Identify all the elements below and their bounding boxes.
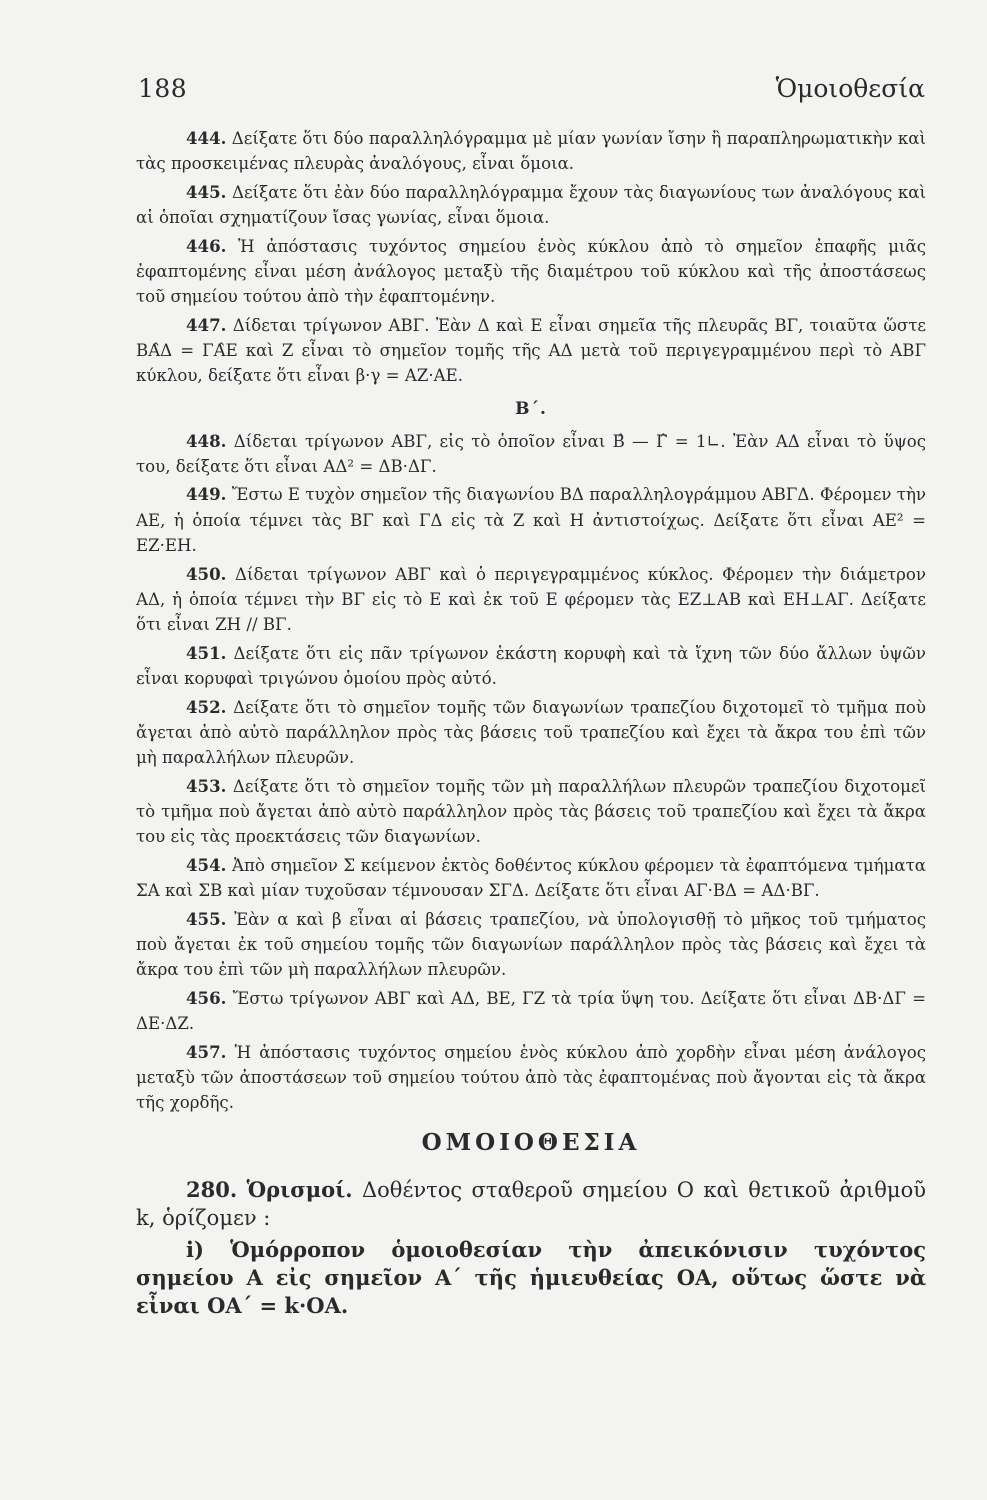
chapter-title: ΟΜΟΙΟΘΕΣΙΑ [421,1129,641,1157]
exercise-number: 447. [186,314,227,335]
exercise-450 [136,562,926,638]
exercise-445 [136,180,926,230]
exercise-text: Δείξατε ὅτι δύο παραλληλόγραμμα μὲ μίαν γωνίαν ἴσην ἢ παραπληρωματικὴν καὶ τὰς προσκειμένας πλευρὰς ἀναλόγους, εἶναι ὅμοια. [136,129,926,174]
definition-heading: Ὁρισμοί. [246,1177,353,1203]
exercise-text: Ἔστω τρίγωνον ΑΒΓ καὶ ΑΔ, ΒΕ, ΓΖ τὰ τρία ὕψη του. Δείξατε ὅτι εἶναι ΔΒ·ΔΓ = ΔΕ·ΔΖ. [136,988,926,1033]
exercise-454 [136,853,926,903]
exercise-451 [136,641,926,691]
running-header: Ὁμοιοθεσία [775,74,925,103]
definition-text: Δοθέντος σταθεροῦ σημείου Ο καὶ θετικοῦ ἀριθμοῦ k, ὁρίζομεν : [136,1178,926,1231]
exercise-number: 448. [186,430,227,451]
exercise-text: Δείξατε ὅτι εἰς πᾶν τρίγωνον ἑκάστη κορυφὴ καὶ τὰ ἴχνη τῶν δύο ἄλλων ὑψῶν εἶναι κορυφαὶ τριγώνου ὁμοίου πρὸς αὐτό. [136,643,926,688]
definition-280 [136,1176,926,1232]
exercise-number: 456. [186,987,227,1008]
exercise-number: 452. [186,696,227,717]
section-heading-b: Β΄. [515,398,547,419]
exercise-448 [136,429,926,479]
definition-item-i: i) Ὁμόρροπον ὁμοιοθεσίαν τὴν ἀπεικόνισιν τυχόντος σημείου Α εἰς σημεῖον Α΄ τῆς ἡμιευθείας ΟΑ, οὕτως ὥστε νὰ εἶναι ΟΑ΄ = k·ΟΑ. [136,1237,926,1319]
exercise-number: 453. [186,775,227,796]
page-body [136,126,926,1320]
exercise-number: 455. [186,908,227,929]
exercise-452 [136,695,926,771]
exercise-456 [136,986,926,1036]
page-number: 188 [138,74,188,103]
exercise-number: 451. [186,642,227,663]
exercise-446 [136,234,926,310]
exercise-number: 457. [186,1041,227,1062]
exercise-444 [136,126,926,176]
exercise-text: Δείξατε ὅτι ἐὰν δύο παραλληλόγραμμα ἔχουν τὰς διαγωνίους των ἀναλόγους καὶ αἱ ὁποῖαι σχηματίζουν ἴσας γωνίας, εἶναι ὅμοια. [136,182,926,228]
exercise-text: Δείξατε ὅτι τὸ σημεῖον τομῆς τῶν μὴ παραλλήλων πλευρῶν τραπεζίου διχοτομεῖ τὸ τμῆμα ποὺ ἄγεται ἀπὸ αὐτὸ παράλληλον πρὸς τὰς βάσεις τοῦ τραπεζίου καὶ ἔχει τὰ ἄκρα του εἰς τὰς προεκτάσεις τῶν διαγωνίων. [136,776,926,847]
exercise-447 [136,313,926,389]
exercise-text: Ἀπὸ σημεῖον Σ κείμενον ἐκτὸς δοθέντος κύκλου φέρομεν τὰ ἐφαπτόμενα τμήματα ΣΑ καὶ ΣΒ καὶ μίαν τυχοῦσαν τέμνουσαν ΣΓΔ. Δείξατε ὅτι εἶναι ΑΓ·ΒΔ = ΑΔ·ΒΓ. [136,855,926,900]
exercise-text: Δείξατε ὅτι τὸ σημεῖον τομῆς τῶν διαγωνίων τραπεζίου διχοτομεῖ τὸ τμῆμα ποὺ ἄγεται ἀπὸ αὐτὸ παράλληλον πρὸς τὰς βάσεις τοῦ τραπεζίου καὶ ἔχει τὰ ἄκρα του ἐπὶ τῶν μὴ παραλλήλων πλευρῶν. [136,697,926,767]
exercise-number: 444. [186,128,227,148]
exercise-number: 454. [186,854,227,875]
exercise-number: 449. [186,484,227,505]
exercise-text: Δίδεται τρίγωνον ΑΒΓ. Ἐὰν Δ καὶ Ε εἶναι σημεῖα τῆς πλευρᾶς ΒΓ, τοιαῦτα ὥστε ΒΑ̂Δ = ΓΑ̂Ε καὶ Ζ εἶναι τὸ σημεῖον τομῆς τῆς ΑΔ μετὰ τοῦ περιγεγραμμένου περὶ τὸ ΑΒΓ κύκλου, δείξατε ὅτι εἶναι β·γ = ΑΖ·ΑΕ. [136,315,926,386]
exercise-457 [136,1040,926,1116]
exercise-text: Ἡ ἀπόστασις τυχόντος σημείου ἑνὸς κύκλου ἀπὸ τὸ σημεῖον ἐπαφῆς μιᾶς ἐφαπτομένης εἶναι μέση ἀνάλογος μεταξὺ τῆς διαμέτρου τοῦ κύκλου καὶ τῆς ἀποστάσεως τοῦ σημείου τούτου ἀπὸ τὴν ἐφαπτομένην. [136,236,926,307]
exercise-text: Ἡ ἀπόστασις τυχόντος σημείου ἑνὸς κύκλου ἀπὸ χορδὴν εἶναι μέση ἀνάλογος μεταξὺ τῶν ἀποστάσεων τοῦ σημείου τούτου ἀπὸ τὰς ἐφαπτομένας ποὺ ἄγονται εἰς τὰ ἄκρα τῆς χορδῆς. [136,1042,926,1113]
exercise-text: Ἔστω Ε τυχὸν σημεῖον τῆς διαγωνίου ΒΔ παραλληλογράμμου ΑΒΓΔ. Φέρομεν τὴν ΑΕ, ἡ ὁποία τέμνει τὰς ΒΓ καὶ ΓΔ εἰς τὰ Ζ καὶ Η ἀντιστοίχως. Δείξατε ὅτι εἶναι ΑΕ² = ΕΖ·ΕΗ. [136,485,926,555]
exercise-453 [136,774,926,850]
exercise-number: 446. [186,235,227,256]
exercise-number: 445. [186,181,227,202]
definition-number: 280. [186,1177,238,1203]
exercise-text: Δίδεται τρίγωνον ΑΒΓ καὶ ὁ περιγεγραμμένος κύκλος. Φέρομεν τὴν διάμετρον ΑΔ, ἡ ὁποία τέμνει τὴν ΒΓ εἰς τὸ Ε καὶ ἐκ τοῦ Ε φέρομεν τὰς ΕΖ⊥ΑΒ καὶ ΕΗ⊥ΑΓ. Δείξατε ὅτι εἶναι ΖΗ // ΒΓ. [136,564,926,634]
exercise-number: 450. [186,563,227,584]
exercise-text: Ἐὰν α καὶ β εἶναι αἱ βάσεις τραπεζίου, νὰ ὑπολογισθῇ τὸ μῆκος τοῦ τμήματος ποὺ ἄγεται ἐκ τοῦ σημείου τομῆς τῶν διαγωνίων παράλληλον πρὸς τὰς βάσεις καὶ ἔχει τὰ ἄκρα του ἐπὶ τῶν μὴ παραλλήλων πλευρῶν. [136,909,926,980]
exercise-449 [136,482,926,558]
exercise-455 [136,907,926,983]
exercise-text: Δίδεται τρίγωνον ΑΒΓ, εἰς τὸ ὁποῖον εἶναι Β̂ — Γ̂ = 1∟. Ἐὰν ΑΔ εἶναι τὸ ὕψος του, δείξατε ὅτι εἶναι ΑΔ² = ΔΒ·ΔΓ. [136,431,926,476]
